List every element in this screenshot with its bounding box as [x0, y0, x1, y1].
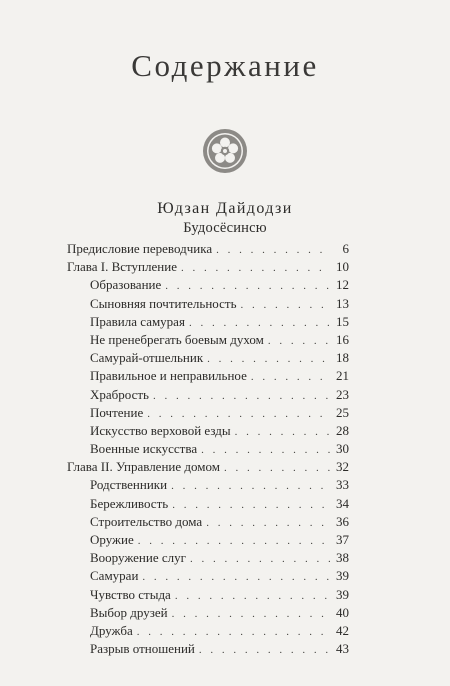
toc-entry-title: Военные искусства — [90, 441, 198, 457]
toc-page-number: 36 — [336, 513, 349, 529]
dot-leader — [171, 477, 331, 495]
toc-entry-title: Глава I. Вступление — [67, 259, 177, 275]
dot-leader — [153, 387, 331, 405]
toc-entry — [67, 240, 349, 258]
toc-subentry — [67, 386, 349, 404]
toc-entry-title: Родственники — [90, 477, 168, 493]
dot-leader — [235, 423, 331, 441]
toc-subentry — [67, 313, 349, 331]
toc-entry-title: Разрыв отношений — [90, 641, 195, 657]
toc-entry-title: Оружие — [90, 532, 134, 547]
dot-leader — [172, 605, 331, 623]
toc-subentry — [67, 367, 349, 385]
page-title: Содержание — [131, 48, 319, 83]
toc-entry-title: Искусство верховой езды — [90, 422, 231, 438]
toc-entry-title: Правильное и неправильное — [90, 368, 247, 384]
toc-page-number: 13 — [336, 295, 349, 311]
toc-entry-title: Дружба — [90, 622, 133, 638]
dot-leader — [268, 332, 331, 350]
toc-subentry — [67, 549, 349, 567]
dot-leader — [175, 587, 331, 605]
toc-entry-title: Не пренебрегать боевым духом — [90, 331, 264, 347]
toc-page-number: 23 — [336, 386, 349, 402]
toc-page-number: 43 — [336, 641, 349, 657]
toc-page-number: 37 — [336, 532, 349, 547]
toc-page-number: 39 — [336, 568, 349, 584]
toc-entry-title: Правила самурая — [90, 313, 185, 329]
toc-subentry — [67, 586, 349, 604]
dot-leader — [138, 532, 331, 550]
dot-leader — [172, 496, 331, 514]
toc-page-number: 32 — [336, 459, 349, 475]
toc-entry-title: Чувство стыда — [90, 586, 171, 602]
toc-entry-title: Глава II. Управление домом — [67, 459, 220, 475]
toc-subentry — [67, 495, 349, 513]
toc-page-number: 16 — [336, 331, 349, 347]
toc-entry-title: Самураи — [90, 568, 139, 584]
dot-leader — [142, 568, 331, 586]
toc-subentry — [67, 440, 349, 458]
toc-subentry — [67, 404, 349, 422]
toc-entry — [67, 458, 349, 476]
toc-subentry — [67, 422, 349, 440]
table-of-contents — [67, 240, 349, 658]
toc-page-number: 33 — [336, 477, 349, 493]
book-title: Будосёсинсю — [183, 220, 267, 236]
toc-subentry — [67, 295, 349, 313]
toc-subentry — [67, 604, 349, 622]
dot-leader — [216, 241, 331, 259]
toc-page-number: 15 — [336, 313, 349, 329]
toc-page-number: 12 — [336, 277, 349, 293]
toc-subentry — [67, 640, 349, 658]
toc-entry-title: Бережливость — [90, 495, 169, 511]
dot-leader — [201, 441, 331, 459]
toc-subentry — [67, 513, 349, 531]
dot-leader — [206, 514, 331, 532]
dot-leader — [181, 259, 331, 277]
toc-entry-title: Храбрость — [90, 386, 149, 402]
toc-page-number: 42 — [336, 622, 349, 638]
dot-leader — [199, 641, 331, 659]
toc-page-number: 21 — [336, 368, 349, 384]
dot-leader — [165, 277, 331, 295]
dot-leader — [251, 368, 331, 386]
toc-page-number: 18 — [336, 350, 349, 366]
dot-leader — [224, 459, 331, 477]
toc-subentry — [67, 531, 349, 549]
toc-entry — [67, 258, 349, 276]
toc-page-number: 40 — [336, 604, 349, 620]
author-name: Юдзан Дайдодзи — [157, 200, 293, 217]
toc-entry-title: Вооружение слуг — [90, 550, 186, 566]
toc-entry-title: Предисловие переводчика — [67, 241, 213, 256]
toc-entry-title: Выбор друзей — [90, 604, 168, 620]
toc-page-number: 39 — [336, 586, 349, 602]
toc-subentry — [67, 567, 349, 585]
toc-entry-title: Образование — [90, 277, 162, 293]
toc-entry-title: Сыновняя почтительность — [90, 295, 237, 311]
dot-leader — [241, 296, 332, 314]
dot-leader — [147, 405, 331, 423]
toc-subentry — [67, 349, 349, 367]
toc-page-number: 28 — [336, 422, 349, 438]
toc-entry-title: Почтение — [90, 404, 144, 420]
toc-subentry — [67, 331, 349, 349]
kamon-flower-crest-icon — [202, 128, 248, 174]
toc-page-number: 6 — [342, 241, 349, 256]
dot-leader — [189, 314, 331, 332]
toc-entry-title: Самурай-отшельник — [90, 350, 204, 366]
dot-leader — [137, 623, 331, 641]
dot-leader — [207, 350, 331, 368]
toc-subentry — [67, 622, 349, 640]
toc-subentry — [67, 476, 349, 494]
toc-entry-title: Строительство дома — [90, 513, 203, 529]
toc-page-number: 25 — [336, 404, 349, 420]
toc-page-number: 30 — [336, 441, 349, 457]
toc-page-number: 34 — [336, 495, 349, 511]
toc-subentry — [67, 276, 349, 294]
toc-page-number: 38 — [336, 550, 349, 566]
toc-page-number: 10 — [336, 259, 349, 275]
dot-leader — [190, 550, 331, 568]
